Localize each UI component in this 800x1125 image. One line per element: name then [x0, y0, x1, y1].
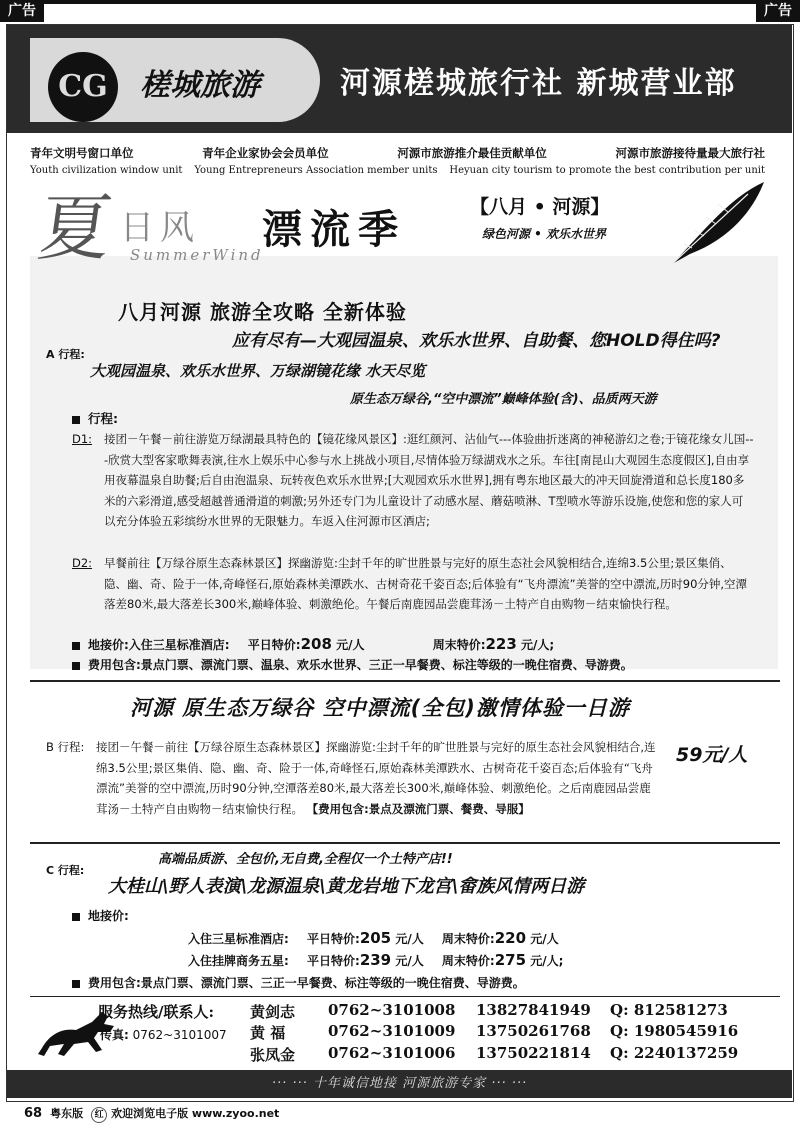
contact-mobile: 13750261768: [476, 1022, 591, 1040]
contact-mobile: 13750221814: [476, 1044, 591, 1062]
agency-title: 河源槎城旅行社 新城营业部: [340, 66, 737, 101]
route-b-includes: 【费用包含:景点及漂流门票、餐费、导服】: [306, 801, 530, 816]
route-a-weekday-price: 208: [300, 635, 332, 653]
brand-name: 槎城旅游: [140, 68, 260, 103]
contact-tel: 0762~3101009: [328, 1022, 456, 1040]
feather-icon: [668, 178, 768, 268]
honor-unit: 青年企业家协会会员单位: [202, 146, 329, 160]
route-b-title: 河源 原生态万绿谷 空中漂流(全包)激情体验一日游: [130, 696, 630, 720]
day1-itinerary: 接团－午餐－前往游览万绿湖最具特色的【镜花缘风景区】:逛红颜河、沾仙气---体验曲折迷离的神秘游幻之卷;于镜花缘女儿国---欣赏大型客家歌舞表演,往水上娱乐中心参与水上挑战小项目,尽情体验万绿湖戏水之乐。车往[南昆山大观园生态度假区],自由享用夜幕温泉自助餐;后自由泡温泉、玩转夜色欢乐水世界;[大观园欢乐水世界],拥有粤东地区最大的冲天回旋滑道和总长度180多米的六彩滑道,感受超越普通滑道的刺激;另外还专门为儿童设计了动感水屋、蘑菇喷淋、T型喷水等游乐设施,使您和您的家人可以充分体验五彩缤纷水世界的无限魅力。车返入住河源市区酒店;: [104, 432, 754, 528]
hero-rifeng: 日风: [120, 208, 200, 248]
weekend-label: 周末特价:: [441, 932, 495, 946]
hero-summerwind: SummerWind: [130, 246, 264, 264]
includes-text: 费用包含:景点门票、漂流门票、温泉、欢乐水世界、三正一早餐费、标注等级的一晚住宿费、导游费。: [88, 658, 633, 672]
price-unit: 元/人;: [530, 954, 564, 968]
contact-mobile: 13827841949: [476, 1001, 591, 1019]
price-unit: 元/人: [530, 932, 559, 946]
c-h1-weekday-price: 205: [359, 929, 392, 947]
route-a-price-row: [72, 634, 554, 655]
top-border: [0, 0, 800, 4]
route-b-text: 接团－午餐－前往【万绿谷原生态森林景区】探幽游览:尘封千年的旷世胜景与完好的原生态社会风貌相结合,连绵3.5公里;景区集俏、隐、幽、奇、险于一体,奇峰怪石,原始森林美潭跌水、古树奇花千姿百态;后体验有“飞舟漂流”美誉的空中漂流,历时90分钟,空潭落差80米,最大落差长300米,巅峰体验、刺激绝伦。之后南鹿园品尝鹿茸汤－土特产自由购物－结束愉快行程。: [96, 740, 656, 816]
price-label: 地接价:: [88, 909, 129, 923]
hotel-label: 入住挂牌商务五星:: [188, 954, 289, 968]
logo-glyph: CG: [58, 69, 108, 104]
edition: 粤东版: [50, 1107, 84, 1120]
route-c-title: 大桂山\野人表演\龙源温泉\黄龙岩地下龙宫\畲族风情两日游: [108, 876, 585, 897]
route-b-label: B 行程:: [46, 740, 85, 754]
slogan-bar: ··· ··· 十年诚信地接 河源旅游专家 ··· ···: [7, 1070, 792, 1098]
honor-unit-en: Youth civilization window unit: [30, 165, 183, 176]
honor-unit: 河源市旅游接待量最大旅行社: [615, 146, 765, 160]
contact-qq: Q: 1980545916: [610, 1022, 739, 1040]
price-unit: 元/人: [336, 638, 365, 652]
c-h1-weekend-price: 220: [494, 929, 527, 947]
day1-label: D1:: [72, 432, 93, 446]
contact-name: 黄剑志: [250, 1003, 296, 1021]
bullet-square-icon: [72, 416, 80, 424]
ad-corner-label-right: 广告: [756, 0, 800, 22]
price-unit: 元/人: [395, 932, 424, 946]
bullet-square-icon: [72, 980, 80, 988]
route-a-headline: 八月河源 旅游全攻略 全新体验: [118, 300, 407, 324]
weekend-label: 周末特价:: [441, 954, 495, 968]
day2-itinerary: 早餐前往【万绿谷原生态森林景区】探幽游览:尘封千年的旷世胜景与完好的原生态社会风貌相结合,连绵3.5公里;景区集俏、隐、幽、奇、险于一体,奇峰怪石,原始森林美潭跌水、古树奇花千姿百态;后体验有“飞舟漂流”美誉的空中漂流,历时90分钟,空潭落差80米,最大落差长300米,巅峰体验、刺激绝伦。午餐后南鹿园品尝鹿茸汤－土特产自由购物－结束愉快行程。: [104, 556, 748, 611]
route-b-itinerary: [96, 737, 656, 819]
site-link[interactable]: 欢迎浏览电子版 www.zyoo.net: [111, 1107, 280, 1120]
route-a-label: A 行程:: [46, 348, 85, 361]
hero-piaoliu: 漂流季: [262, 206, 406, 253]
honor-unit-en: Young Entrepreneurs Association member units: [194, 165, 438, 176]
honor-units-en: [30, 165, 765, 176]
hero-month-sub: 绿色河源 • 欢乐水世界: [482, 227, 607, 241]
route-a-section-title: [72, 409, 118, 427]
route-c-hotel2-row: [188, 950, 563, 971]
weekday-label: 平日特价:: [247, 638, 301, 652]
day2-label: D2:: [72, 556, 93, 570]
divider: [30, 842, 780, 844]
price-label: 地接价:入住三星标准酒店:: [88, 638, 230, 652]
honor-units-cn: [30, 145, 765, 161]
route-c-includes: [72, 973, 525, 993]
hero-month: 【八月 • 河源】: [470, 196, 610, 218]
bullet-square-icon: [72, 913, 80, 921]
contact-tel: 0762~3101008: [328, 1001, 456, 1019]
route-a-highlight-1: 大观园温泉、欢乐水世界、万绿湖镜花缘 水天尽览: [90, 362, 426, 380]
route-a-weekend-price: 223: [485, 635, 517, 653]
ad-corner-label-left: 广告: [0, 0, 44, 22]
bullet-square-icon: [72, 642, 80, 650]
hotel-label: 入住三星标准酒店:: [188, 932, 289, 946]
price-unit: 元/人: [395, 954, 424, 968]
weekday-label: 平日特价:: [307, 954, 360, 968]
bullet-square-icon: [72, 662, 80, 670]
route-c-tagline: 高端品质游、全包价,无自费,全程仅一个土特产店!!: [158, 852, 453, 867]
honor-units: [30, 145, 780, 176]
route-c-price-title: [72, 906, 129, 926]
page-number: 68: [24, 1106, 43, 1121]
section-label: 行程:: [88, 411, 118, 426]
brand-logo-icon: [48, 52, 118, 122]
c-h2-weekend-price: 275: [494, 951, 527, 969]
route-c-label: C 行程:: [46, 864, 85, 877]
hotline-label: 服务热线/联系人:: [98, 1003, 215, 1021]
contact-name: 黄 福: [250, 1024, 286, 1042]
honor-unit-en: Heyuan city tourism to promote the best contribution per unit: [449, 165, 765, 176]
route-a-includes: [72, 655, 633, 675]
fax-label: 传真:: [100, 1028, 129, 1042]
weekend-label: 周末特价:: [432, 638, 486, 652]
contact-qq: Q: 2240137259: [610, 1044, 739, 1062]
contact-name: 张凤金: [250, 1046, 296, 1064]
route-b-price: 59元/人: [676, 744, 748, 766]
weekday-label: 平日特价:: [307, 932, 360, 946]
fax-row: [100, 1026, 227, 1043]
c-h2-weekday-price: 239: [359, 951, 392, 969]
route-c-hotel1-row: [188, 928, 559, 949]
honor-unit: 青年文明号窗口单位: [30, 146, 134, 160]
price-unit: 元/人;: [521, 638, 555, 652]
divider: [30, 680, 780, 682]
divider: [30, 996, 780, 997]
includes-text: 费用包含:景点门票、漂流门票、三正一早餐费、标注等级的一晚住宿费、导游费。: [88, 976, 525, 990]
route-a-subheadline: 应有尽有—大观园温泉、欢乐水世界、自助餐、您HOLD得住吗?: [232, 331, 721, 351]
hong-badge-icon: 红: [91, 1107, 107, 1123]
hero-xia: 夏: [33, 186, 118, 270]
contact-qq: Q: 812581273: [610, 1001, 728, 1019]
honor-unit: 河源市旅游推介最佳贡献单位: [397, 146, 547, 160]
fax-number: 0762~3101007: [132, 1028, 227, 1042]
route-a-highlight-2: 原生态万绿谷,“空中漂流”巅峰体验(含)、品质两天游: [350, 392, 657, 407]
page-footer: [24, 1105, 279, 1123]
contact-tel: 0762~3101006: [328, 1044, 456, 1062]
